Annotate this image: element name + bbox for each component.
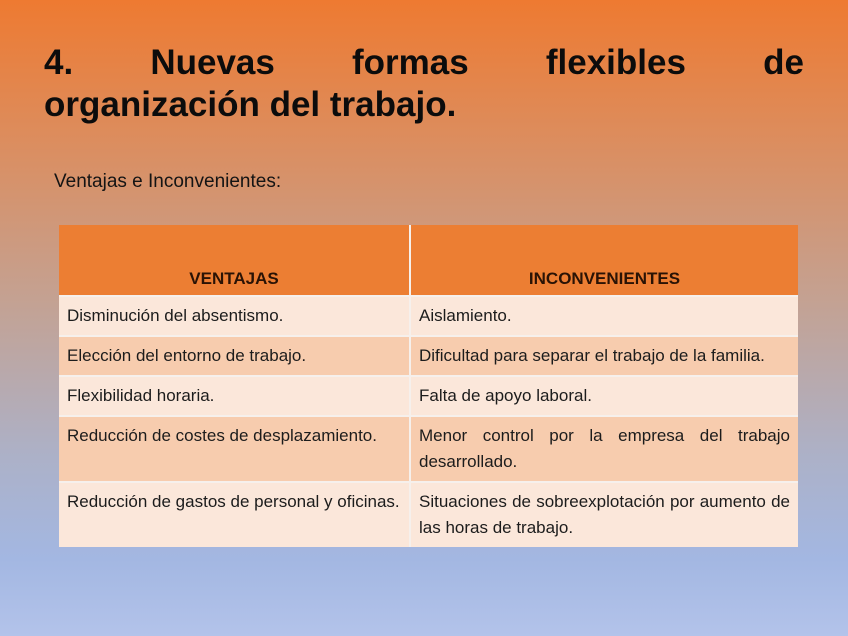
advantage-cell bbox=[59, 296, 410, 336]
header-inconvenientes: INCONVENIENTES bbox=[410, 225, 798, 296]
advantage-text: Disminución del absentismo. bbox=[67, 306, 284, 325]
pros-cons-table bbox=[59, 225, 798, 547]
disadvantage-text: Falta de apoyo laboral. bbox=[419, 386, 592, 405]
table-header-row bbox=[59, 225, 798, 296]
advantage-text: Elección del entorno de trabajo. bbox=[67, 346, 307, 365]
disadvantage-text: Dificultad para separar el trabajo de la familia. bbox=[419, 346, 765, 365]
header-ventajas: VENTAJAS bbox=[59, 225, 410, 296]
slide-title-line-1 bbox=[44, 42, 804, 84]
table-row bbox=[59, 482, 798, 547]
table-row bbox=[59, 376, 798, 416]
table-row bbox=[59, 296, 798, 336]
disadvantage-text: Aislamiento. bbox=[419, 306, 512, 325]
advantage-text: Reducción de costes de desplazamiento. bbox=[67, 426, 377, 445]
advantage-cell bbox=[59, 482, 410, 547]
slide-title-word: flexibles bbox=[545, 43, 686, 82]
disadvantage-cell bbox=[410, 482, 798, 547]
advantage-cell bbox=[59, 336, 410, 376]
slide-title bbox=[44, 42, 804, 126]
table-row bbox=[59, 416, 798, 482]
slide-title-word: formas bbox=[352, 43, 469, 82]
disadvantage-cell bbox=[410, 296, 798, 336]
slide-title-word: 4. bbox=[44, 43, 74, 82]
table-row bbox=[59, 336, 798, 376]
advantage-cell bbox=[59, 376, 410, 416]
advantage-text: Flexibilidad horaria. bbox=[67, 386, 215, 405]
advantage-cell bbox=[59, 416, 410, 482]
disadvantage-text: Menor control por la empresa del trabajo desarrollado. bbox=[419, 426, 790, 471]
advantage-text: Reducción de gastos de personal y oficinas. bbox=[67, 492, 400, 511]
slide-subtitle: Ventajas e Inconvenientes: bbox=[54, 171, 282, 192]
disadvantage-cell bbox=[410, 376, 798, 416]
slide-title-word: de bbox=[763, 43, 804, 82]
disadvantage-cell bbox=[410, 336, 798, 376]
disadvantage-cell bbox=[410, 416, 798, 482]
disadvantage-text: Situaciones de sobreexplotación por aumento de las horas de trabajo. bbox=[419, 492, 790, 537]
slide-title-line-2: organización del trabajo. bbox=[44, 85, 457, 124]
slide-title-word: Nuevas bbox=[150, 43, 275, 82]
